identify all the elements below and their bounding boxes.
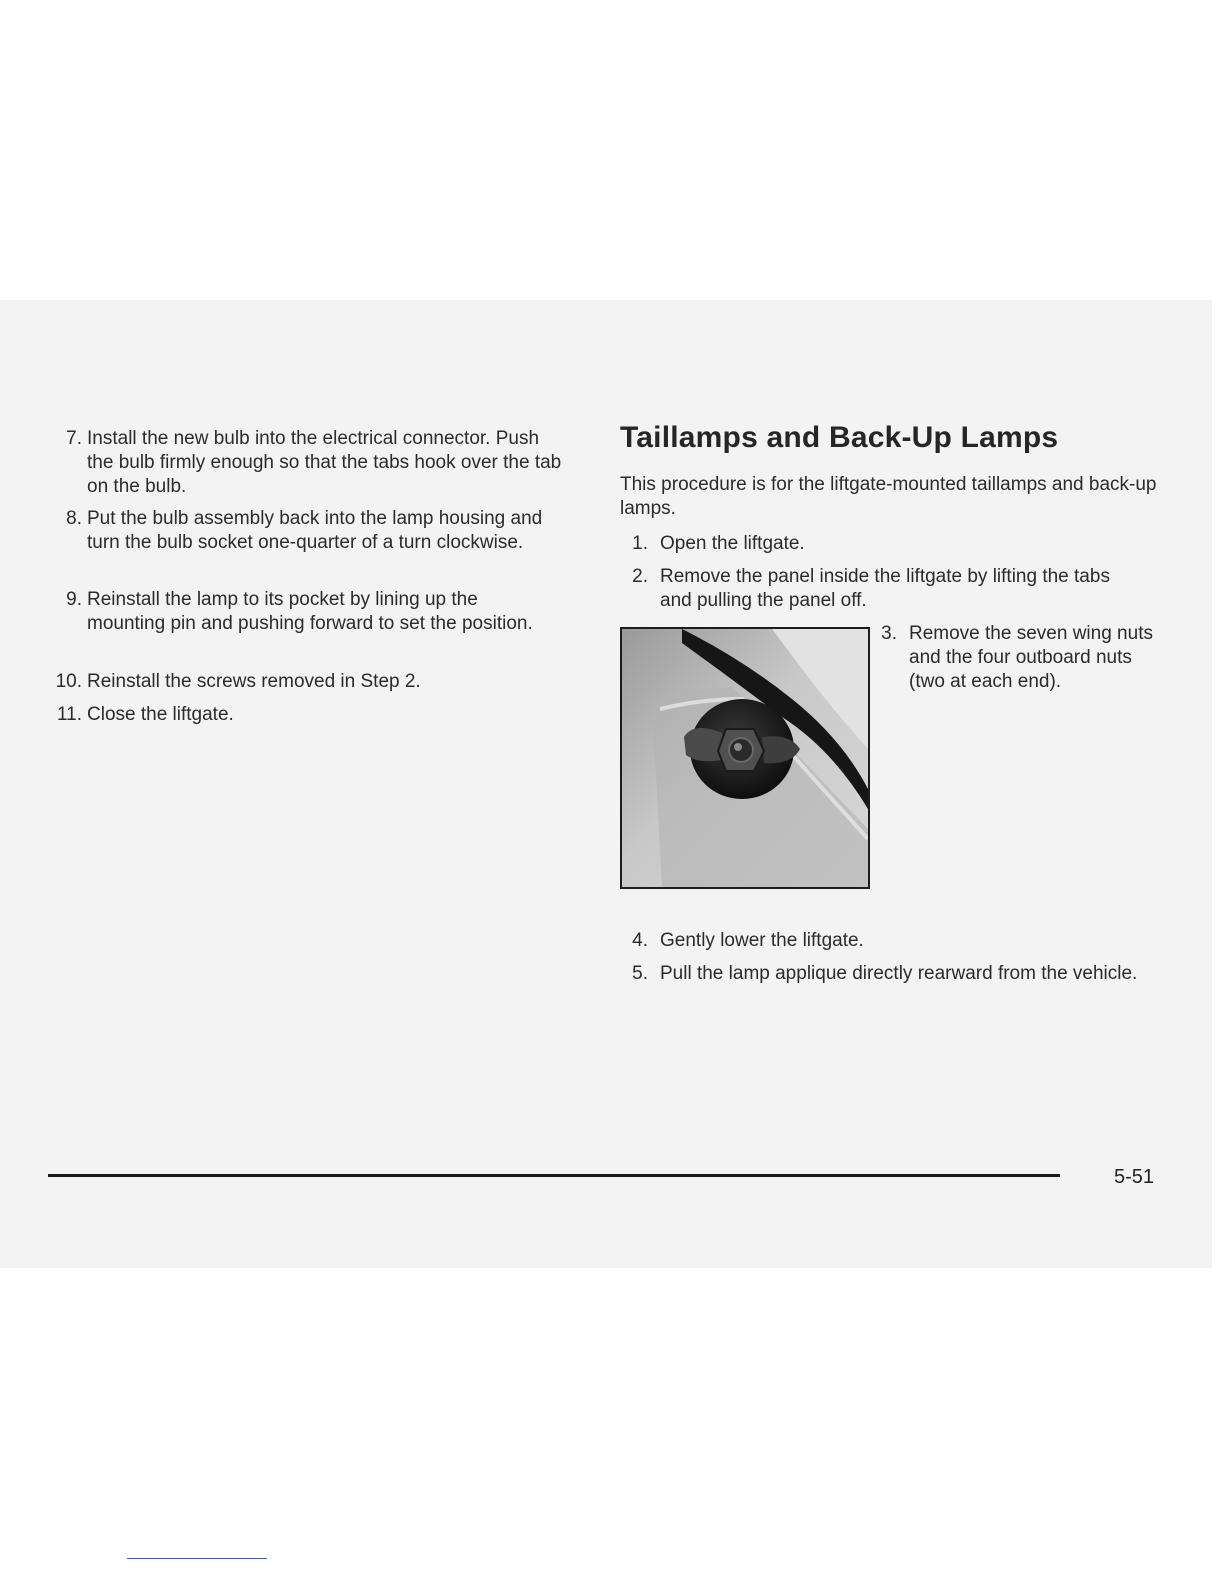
step-number: 11. [56, 704, 82, 725]
step-text: Remove the panel inside the liftgate by lifting the tabs and pulling the panel off. [660, 566, 1110, 611]
step-text: Close the liftgate. [87, 704, 234, 725]
section-title: Taillamps and Back-Up Lamps [620, 421, 1059, 454]
step-number: 9. [66, 589, 82, 610]
step-text: Pull the lamp applique directly rearward from the vehicle. [660, 963, 1138, 984]
step-text: Reinstall the lamp to its pocket by lining up the mounting pin and pushing forward to set the position. [87, 589, 533, 634]
step-number: 1. [632, 533, 648, 554]
wing-nut-photo [620, 627, 870, 889]
footer-rule [48, 1174, 1060, 1177]
link-underline [127, 1558, 267, 1559]
step-text: Remove the seven wing nuts and the four outboard nuts (two at each end). [909, 623, 1153, 692]
step-text: Gently lower the liftgate. [660, 930, 864, 951]
step-number: 3. [881, 623, 897, 644]
step-text: Install the new bulb into the electrical connector. Push the bulb firmly enough so that the tabs hook over the tab on the bulb. [87, 428, 562, 497]
step-number: 10. [55, 671, 82, 692]
step-number: 2. [632, 566, 648, 587]
step-number: 7. [66, 428, 82, 449]
page-number: 5-51 [1114, 1166, 1155, 1188]
step-number: 5. [632, 963, 648, 984]
step-number: 4. [632, 930, 648, 951]
step-text: Reinstall the screws removed in Step 2. [87, 671, 421, 692]
step-text: Put the bulb assembly back into the lamp housing and turn the bulb socket one-quarter of a turn clockwise. [87, 508, 543, 553]
step-number: 8. [66, 508, 82, 529]
section-intro: This procedure is for the liftgate-mounted taillamps and back-up lamps. [620, 474, 1157, 519]
step-text: Open the liftgate. [660, 533, 805, 554]
